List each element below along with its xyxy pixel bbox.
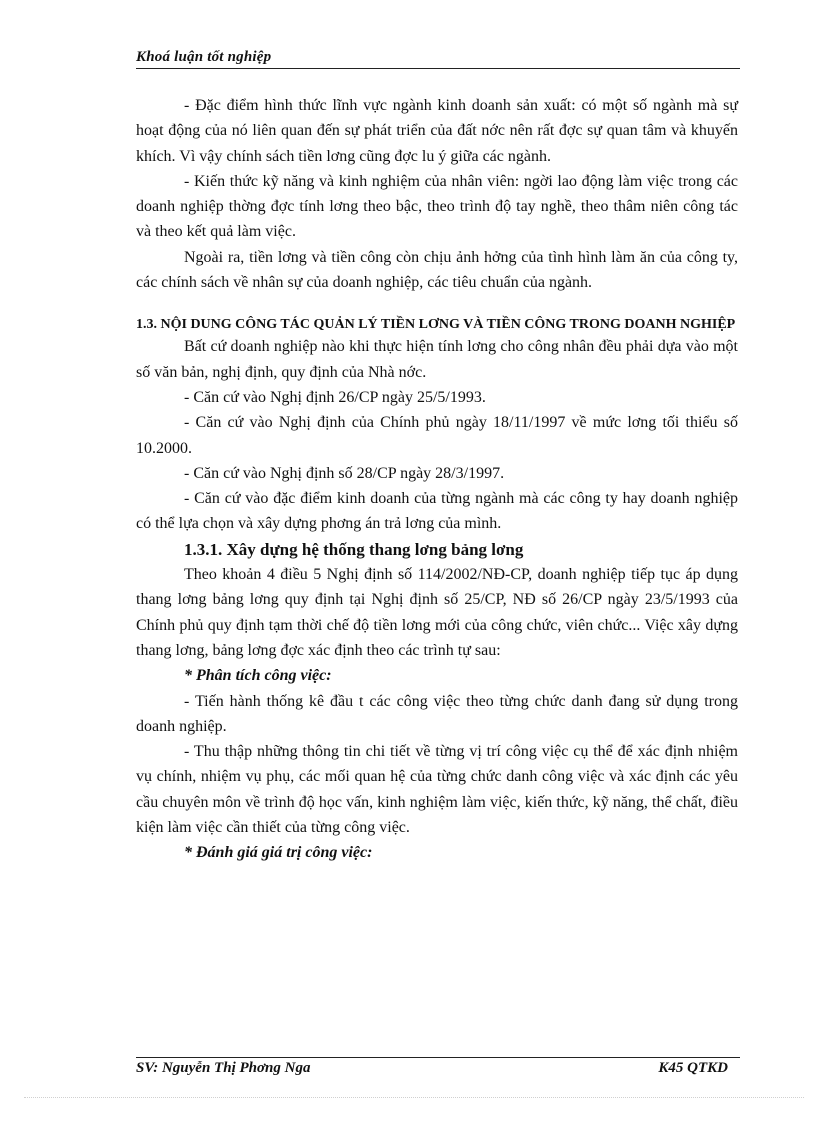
paragraph: - Tiến hành thống kê đầu t các công việc theo từng chức danh đang sử dụng trong doanh nghiệp. [136,692,738,735]
footer-class: K45 QTKD [658,1060,728,1076]
bullet-heading: * Phân tích công việc: [184,667,332,685]
subsection-heading: 1.3.1. Xây dựng hệ thống thang lơng bảng lơng [184,539,524,559]
section-heading: 1.3. NỘI DUNG CÔNG TÁC QUẢN LÝ TIỀN LƠNG VÀ TIỀN CÔNG TRONG DOANH NGHIỆP [136,317,736,333]
paragraph: - Căn cứ vào Nghị định của Chính phủ ngày 18/11/1997 về mức lơng tối thiểu số 10.2000. [136,414,738,457]
paragraph: Bất cứ doanh nghiệp nào khi thực hiện tính lơng cho công nhân đều phải dựa vào một số văn bản, nghị định, quy định của Nhà nớc. [136,338,738,381]
footer-author: SV: Nguyễn Thị Phơng Nga [136,1060,311,1076]
paragraph: - Kiến thức kỹ năng và kinh nghiệm của nhân viên: ngời lao động làm việc trong các doanh nghiệp thờng đợc tính lơng theo bậc, theo trình độ tay nghề, theo thâm niên công tác và theo kết quả làm việc. [136,172,738,241]
page-footer [136,1060,728,1078]
paragraph: Theo khoản 4 điều 5 Nghị định số 114/2002/NĐ-CP, doanh nghiệp tiếp tục áp dụng thang lơng bảng lơng quy định tại Nghị định số 25/CP, NĐ số 26/CP ngày 23/5/1993 của Chính phủ quy định tạm thời chế độ tiền lơng mới của công chức, viên chức... Việc xây dựng thang lơng, bảng lơng đợc xác định theo các trình tự sau: [136,566,738,659]
paragraph: - Đặc điểm hình thức lĩnh vực ngành kinh doanh sản xuất: có một số ngành mà sự hoạt động của nó liên quan đến sự phát triển của đất nớc nên rất đợc sự quan tâm và khuyến khích. Vì vậy chính sách tiền lơng cũng đợc lu ý giữa các ngành. [136,97,738,165]
footer-divider [136,1057,740,1058]
page-edge-divider [24,1097,804,1098]
paragraph: - Căn cứ vào Nghị định 26/CP ngày 25/5/1993. [184,388,486,406]
bullet-heading: * Đánh giá giá trị công việc: [184,844,373,862]
paragraph: - Thu thập những thông tin chi tiết về từng vị trí công việc cụ thể để xác định nhiệm vụ chính, nhiệm vụ phụ, các mối quan hệ của từng chức danh công việc và xác định các yêu cầu chuyên môn về trình độ học vấn, kinh nghiệm làm việc, kiến thức, kỹ năng, thể chất, điều kiện làm việc cần thiết của từng công việc. [136,743,738,837]
paragraph: Ngoài ra, tiền lơng và tiền công còn chịu ảnh hởng của tình hình làm ăn của công ty, các chính sách về nhân sự của doanh nghiệp, các tiêu chuẩn của ngành. [136,248,738,292]
paragraph: - Căn cứ vào đặc điểm kinh doanh của từng ngành mà các công ty hay doanh nghiệp có thể lựa chọn và xây dựng phơng án trả lơng của mình. [136,490,738,533]
paragraph: - Căn cứ vào Nghị định số 28/CP ngày 28/3/1997. [184,464,505,482]
header-title: Khoá luận tốt nghiệp [136,49,272,65]
page-header [136,48,740,69]
document-body [136,93,738,866]
